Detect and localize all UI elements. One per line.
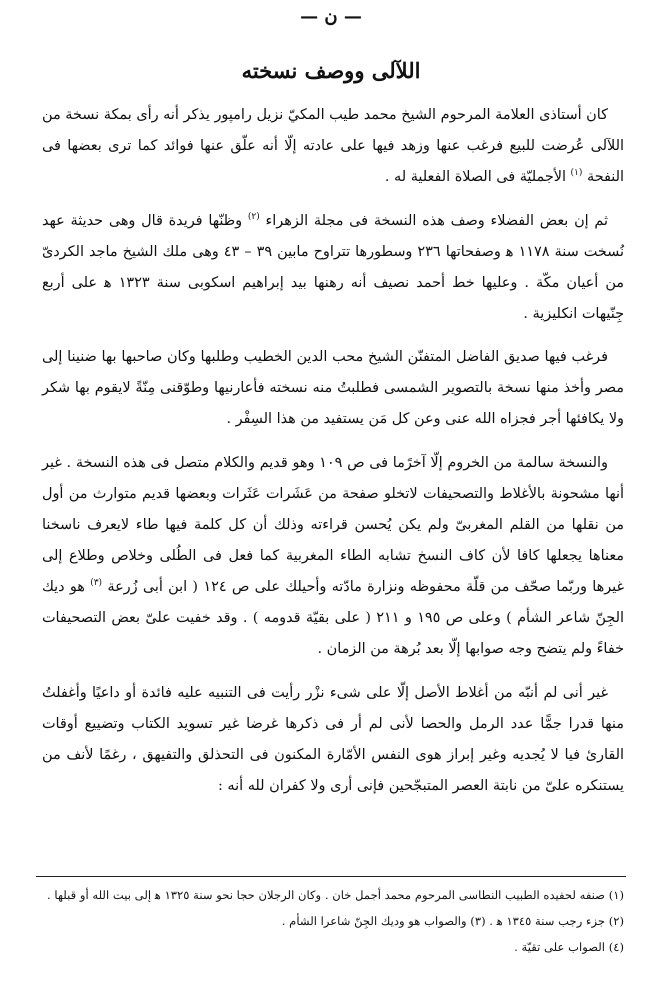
- page-number: — ن —: [300, 6, 362, 27]
- footnotes: [42, 882, 624, 960]
- section-title: اللآلى ووصف نسخته: [241, 58, 421, 83]
- footnote-marker: (٣): [90, 578, 103, 589]
- paragraph: [42, 342, 624, 435]
- paragraph-text: ثم إن بعض الفضلاء وصف هذه النسخة فى مجلة الزهراء: [265, 212, 608, 229]
- footnote: (٤) الصواب على تقيّة .: [514, 940, 624, 954]
- paragraph-text: غير أنى لم أنبّه من أغلاط الأصل إلّا على شىء نزْر رأيت فى التنبيه عليه فائدة أو داعيًا وأغفلتُ منها قدرا جمًّا عدد الرمل والحصا لأنى لم أر فى ذكرها غرضا غير تسويد الكتاب وتضييع أوقات القارئ فيا لا يُجديه وغير إبراز هوى النفس الأمّارة المكنون فى التحذلق والتفيهق ، رغمًا لأنف من يستنكره علىّ من نابتة العصر المتبجّحين فإنى أرى ولا كفران لله أنه :: [42, 684, 624, 795]
- paragraph-text: والنسخة سالمة من الخروم إلّا آخرًما فى ص ١٠٩ وهو قديم والكلام متصل فى هذه النسخة . غير أنها مشحونة بالأغلاط والتصحيفات لاتخلو صفحة من عَشَرات عَثَرات وبعضها قديم متوارث من أول من نقلها من القلم المغربىّ ولم يكن يُحسن قراءته وذلك أن كل كلمة فيها طاء لايعرف ناسخنا معناها يجعلها كافا لأن كاف النسخ تشابه الطاء المغربية كما فعل فى الطُلى وخلاص وطلاع إلى غيرها وربّما صحّف من قلّة محفوظه ونزارة مادّته وأحيلك على ص ١٢٤ ( ابن أبى زُرعة: [42, 454, 625, 596]
- footnote: (١) صنفه لحفيده الطبيب النطاسى المرحوم محمد أجمل خان . وكان الرجلان حجا نحو سنة ١٣٢٥ ﻫ إلى بيت الله أو قبلها .: [47, 888, 624, 902]
- footnote: (٢) جزء رجب سنة ١٣٤٥ ﻫ . (٣) والصواب هو وديك الجِنّ شاعرا الشأم .: [281, 914, 624, 928]
- paragraph: [42, 678, 624, 802]
- footnote-marker: (١): [570, 168, 583, 179]
- body-text: [42, 100, 624, 814]
- paragraph-text: فرغب فيها صديق الفاضل المتفنّن الشيخ محب الدين الخطيب وطلبها وكان صاحبها بها ضنينا إلى مصر وأخذ منها نسخة بالتصوير الشمسى فطلبتُ منه نسخته فأعارنيها وطوّقنى مِنّةً لايقوم بها شكر ولا يكافئها أجر فجزاه الله عنى وعن كل مَن يستفيد من هذا السِفْر .: [42, 349, 624, 428]
- paragraph-text: كان أستاذى العلامة المرحوم الشيخ محمد طيب المكيّ نزيل رامپور يذكر أنه رأى بمكة نسخة من اللآلى عُرضت للبيع فرغب عنها وزهد فيها على عادته إلّا أنه علّق عنها فوائد كما ترى بعضها فى النفحة: [42, 107, 624, 186]
- paragraph-text: الأجمليّة فى الصلاة الفعلية له .: [384, 169, 566, 186]
- footnote-marker: (٢): [247, 211, 260, 222]
- paragraph: [42, 448, 624, 666]
- paragraph: [42, 100, 624, 193]
- paragraph-text: هو ديك الجِنّ شاعر الشأم ) وعلى ص ١٩٥ و ٢١١ ( على بقيّة قدومه ) . وقد خفيت علىّ بعض التصحيفات خفاءً ولم يتضح وجه صوابها إلّا بعد بُرهة من الزمان .: [42, 579, 624, 658]
- paragraph-text: وظنّها فريدة قال وهى حديثة عهد نُسخت سنة ١١٧٨ ﻫ وصفحاتها ٢٣٦ وسطورها تتراوح مابين ٣٩ – ٤٣ وهى ملك الشيخ ماجد الكردىّ من أعيان مكّة . وعليها خط أحمد نصيف أنه رهنها بيد إبراهيم اسكوبى سنة ١٣٢٣ ﻫ على أربع جِنّيهات انكليزية .: [42, 212, 624, 322]
- paragraph: [42, 206, 624, 330]
- footnote-divider: [36, 876, 626, 877]
